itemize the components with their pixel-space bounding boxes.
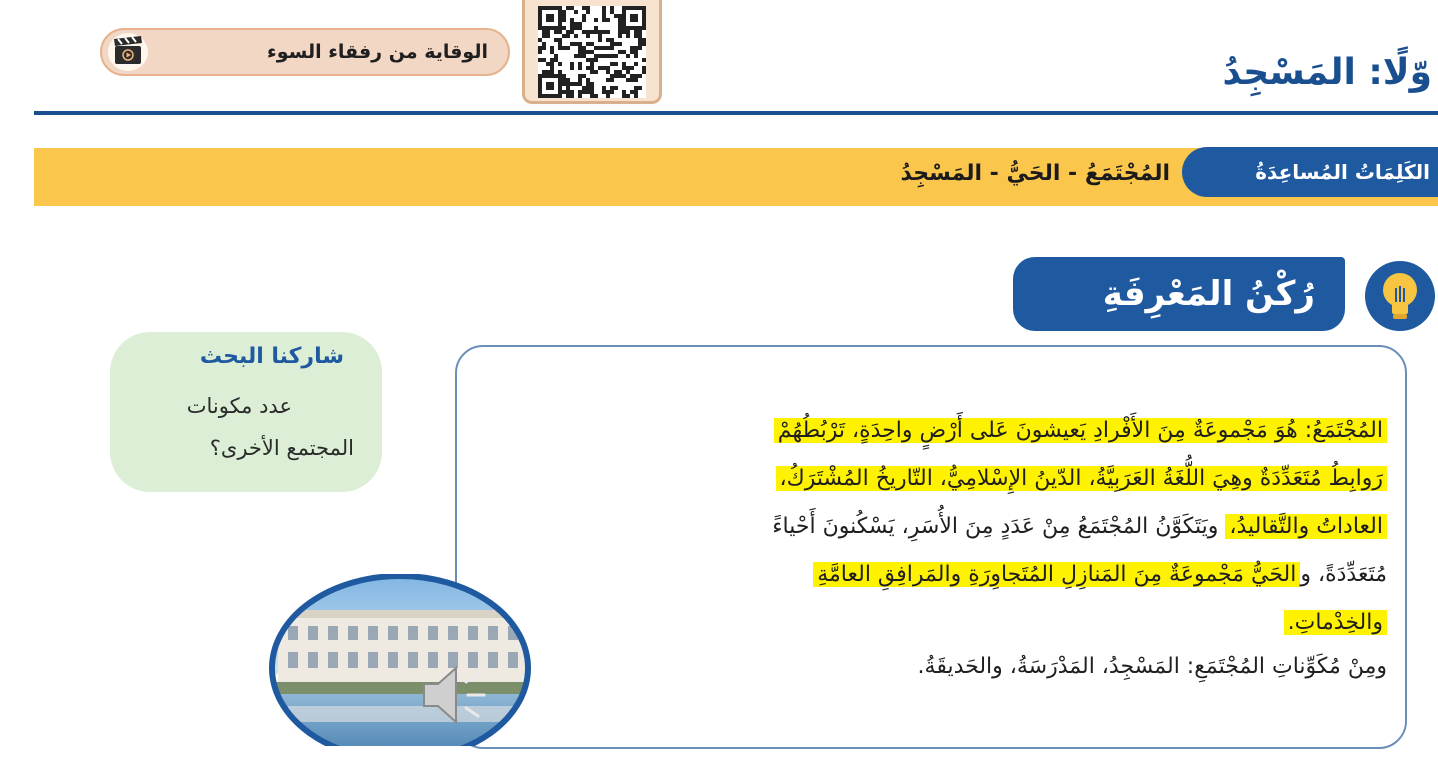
knowledge-corner-banner bbox=[1013, 257, 1345, 331]
paragraph-line bbox=[813, 555, 1387, 595]
highlighted-text: الحَيُّ مَجْموعَةٌ مِنَ المَنازِلِ المُتَجاوِرَةِ والمَرافِقِ العامَّةِ bbox=[813, 562, 1300, 587]
knowledge-corner-title: رُكْنُ المَعْرِفَةِ bbox=[1102, 274, 1315, 314]
highlighted-text: رَوابِطُ مُتَعَدِّدَةٌ وهِيَ اللُّغَةُ العَرَبِيَّةُ، الدّينُ الإِسْلامِيُّ، التّاريخُ المُشْتَرَكُ، bbox=[776, 466, 1387, 491]
paragraph-line bbox=[774, 411, 1387, 451]
definition-text-box bbox=[455, 345, 1407, 749]
highlighted-text: العاداتُ والتَّقاليدُ، bbox=[1225, 514, 1387, 539]
title-divider bbox=[34, 111, 1438, 115]
paragraph-line bbox=[918, 647, 1387, 687]
lightbulb-icon bbox=[1362, 258, 1438, 334]
research-prompt-card bbox=[110, 332, 382, 492]
helper-words-label: الكَلِمَاتُ المُساعِدَةُ bbox=[1255, 160, 1430, 184]
helper-words-label-pill bbox=[1182, 147, 1438, 197]
video-title: الوقاية من رفقاء السوء bbox=[266, 41, 488, 63]
video-clapper-icon bbox=[108, 33, 148, 71]
section-title: وّلًا: المَسْجِدُ bbox=[1222, 52, 1432, 93]
paragraph-text: مُتَعَدِّدَةً، و bbox=[1300, 562, 1387, 587]
paragraph-line bbox=[776, 459, 1387, 499]
speaker-icon[interactable] bbox=[416, 660, 496, 730]
paragraph-text: ومِنْ مُكَوِّناتِ المُجْتَمَعِ: المَسْجِدُ، المَدْرَسَةُ، والحَديقَةُ. bbox=[917, 654, 1387, 679]
qr-code bbox=[538, 6, 646, 98]
paragraph-text: ويَتَكَوَّنُ المُجْتَمَعُ مِنْ عَدَدٍ مِنَ الأُسَرِ، يَسْكُنونَ أَحْياءً bbox=[772, 514, 1226, 539]
helper-words: المُجْتَمَعُ - الحَيُّ - المَسْجِدُ bbox=[900, 160, 1170, 186]
video-icon-badge bbox=[108, 33, 148, 71]
research-title: شاركنا البحث bbox=[199, 344, 344, 369]
paragraph-line bbox=[772, 507, 1387, 547]
research-question-line-2: المجتمع الأخرى؟ bbox=[209, 436, 354, 460]
highlighted-text: المُجْتَمَعُ: هُوَ مَجْموعَةٌ مِنَ الأَفْرادِ يَعيشونَ عَلى أَرْضٍ واحِدَةٍ، تَرْبُطُهُمْ bbox=[774, 418, 1387, 443]
highlighted-text: والخِدْماتِ. bbox=[1284, 610, 1387, 635]
qr-code-frame[interactable] bbox=[522, 0, 662, 104]
research-question-line-1: عدد مكونات bbox=[186, 394, 292, 418]
video-link-chip[interactable] bbox=[100, 28, 510, 76]
paragraph-line bbox=[1284, 603, 1387, 643]
